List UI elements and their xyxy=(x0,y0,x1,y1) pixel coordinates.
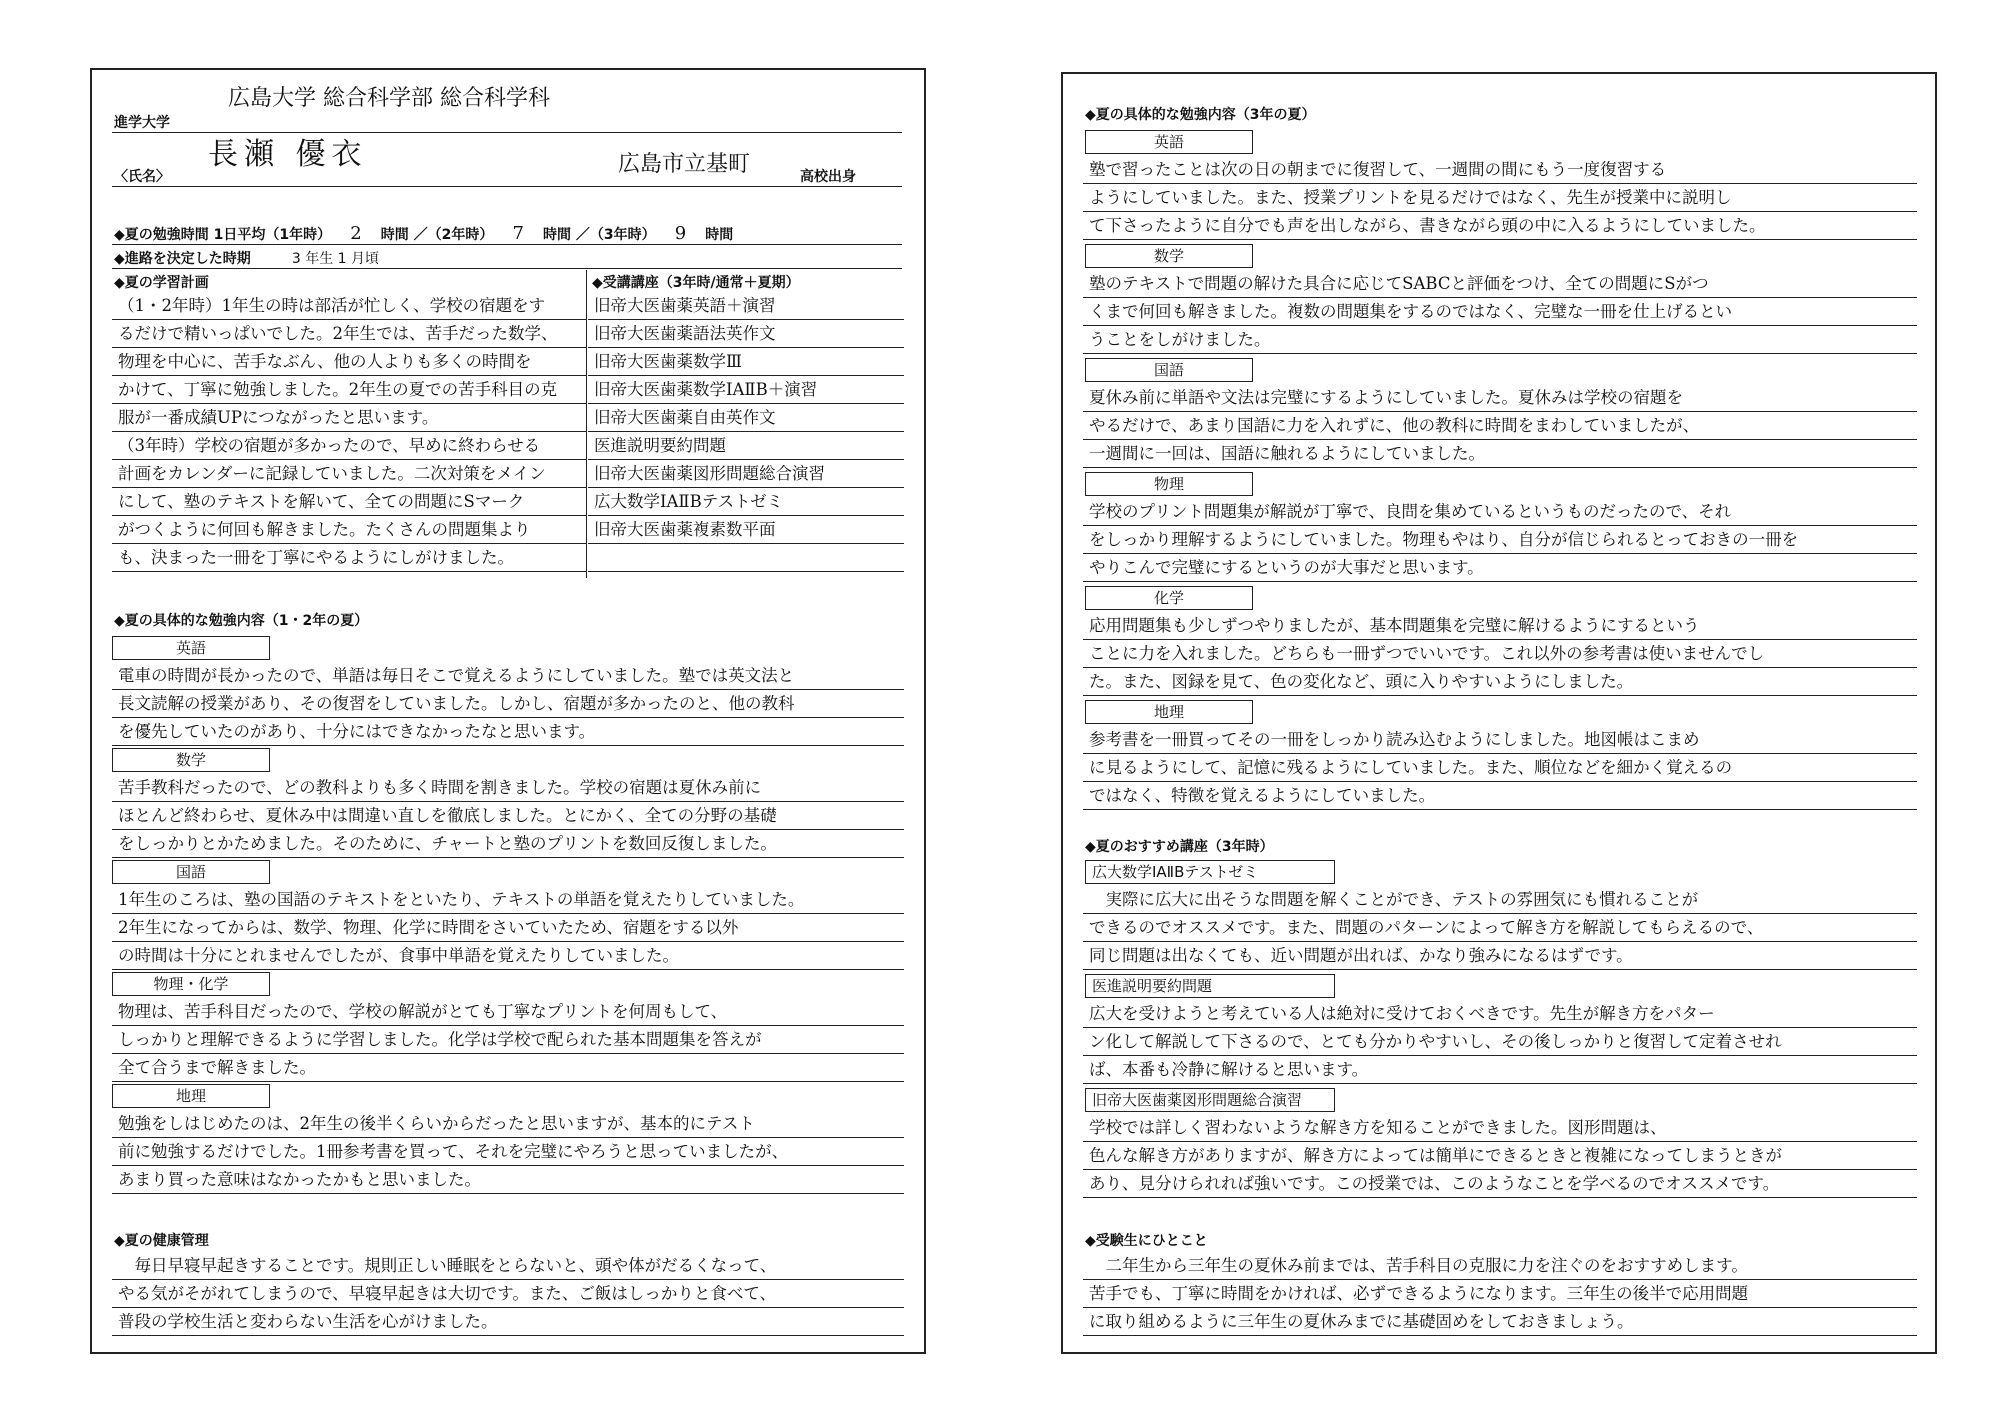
subject-block-math-3 xyxy=(1083,270,1917,354)
concrete-heading-12: ◆夏の具体的な勉強内容（1・2年の夏） xyxy=(114,613,369,629)
subject-line: 塾で習ったことは次の日の朝までに復習して、一週間の間にもう一度復習する xyxy=(1089,160,1667,179)
school-value: 広島市立基町 xyxy=(618,152,751,177)
recommend-line: ば、本番も冷静に解けると思います。 xyxy=(1089,1060,1369,1079)
subject-block-geography-3 xyxy=(1083,726,1917,810)
subject-label-math-3: 数学 xyxy=(1085,244,1253,268)
rule-name xyxy=(112,186,902,187)
subject-line: に見るようにして、記憶に残るようにしていました。また、順位などを細かく覚えるの xyxy=(1089,758,1733,777)
decide-row xyxy=(114,248,904,268)
school-suffix: 高校出身 xyxy=(800,169,856,185)
subject-line: の時間は十分にとれませんでしたが、食事中単語を覚えたりしていました。 xyxy=(118,946,679,965)
course-line: 旧帝大医歯薬自由英作文 xyxy=(594,408,776,427)
subject-line: しっかりと理解できるように学習しました。化学は学校で配られた基本問題集を答えが xyxy=(118,1030,762,1049)
subject-line: ほとんど終わらせ、夏休み中は間違い直しを徹底しました。とにかく、全ての分野の基礎 xyxy=(118,806,777,825)
subject-block-english-3 xyxy=(1083,156,1917,240)
advice-block xyxy=(1083,1252,1917,1336)
plan-line: にして、塾のテキストを解いて、全ての問題にSマーク xyxy=(118,492,525,511)
course-line: 旧帝大医歯薬数学Ⅲ xyxy=(594,352,742,371)
subject-block-japanese-3 xyxy=(1083,384,1917,468)
recommend-line: 同じ問題は出なくても、近い問題が出れば、かなり強みになるはずです。 xyxy=(1089,946,1633,965)
study-time-label: ◆夏の勉強時間 1日平均（1年時） xyxy=(114,227,332,243)
name-label: 〈氏名〉 xyxy=(114,169,170,185)
plan-line: （3年時）学校の宿題が多かったので、早めに終わらせる xyxy=(118,436,541,455)
study-y2: 7 xyxy=(512,223,524,244)
advice-line: 二年生から三年生の夏休み前までは、苦手科目の克服に力を注ぐのをおすすめします。 xyxy=(1089,1256,1748,1275)
rule-decide xyxy=(112,268,902,269)
course-line: 医進説明要約問題 xyxy=(594,436,726,455)
recommend-block xyxy=(1083,1000,1917,1084)
plan-line: がつくように何回も解きました。たくさんの問題集より xyxy=(118,520,531,539)
univ-name: 広島大学 総合科学部 総合科学科 xyxy=(228,86,550,111)
recommend-line: 実際に広大に出そうな問題を解くことができ、テストの雰囲気にも慣れることが xyxy=(1089,890,1699,909)
subject-line: 2年生になってからは、数学、物理、化学に時間をさいていたため、宿題をする以外 xyxy=(118,918,739,937)
course-line: 旧帝大医歯薬語法英作文 xyxy=(594,324,776,343)
advice-line: 苦手でも、丁寧に時間をかければ、必ずできるようになります。三年生の後半で応用問題 xyxy=(1089,1284,1749,1303)
decide-label: ◆進路を決定した時期 xyxy=(114,251,251,267)
subject-line: 参考書を一冊買ってその一冊をしっかり読み込むようにしました。地図帳はこまめ xyxy=(1089,730,1700,749)
subject-line: 前に勉強するだけでした。1冊参考書を買って、それを完璧にやろうと思っていましたが、 xyxy=(118,1142,789,1161)
name-value: 長瀬 優衣 xyxy=(208,137,368,172)
subject-line: た。また、図録を見て、色の変化など、頭に入りやすいようにしました。 xyxy=(1089,672,1634,691)
subject-line: やるだけで、あまり国語に力を入れずに、他の教科に時間をまわしていましたが、 xyxy=(1089,416,1700,435)
subject-line: を優先していたのがあり、十分にはできなかったなと思います。 xyxy=(118,722,596,741)
subject-line: 学校のプリント問題集が解説が丁寧で、良問を集めているというものだったので、それ xyxy=(1089,502,1732,521)
subject-label-english-3: 英語 xyxy=(1085,130,1253,154)
advice-line: に取り組めるように三年生の夏休みまでに基礎固めをしておきましょう。 xyxy=(1089,1312,1634,1331)
subject-line: 夏休み前に単語や文法は完璧にするようにしていました。夏休みは学校の宿題を xyxy=(1089,388,1683,407)
subject-line: て下さったように自分でも声を出しながら、書きながら頭の中に入るようにしていました。 xyxy=(1089,216,1766,235)
subject-label-geography: 地理 xyxy=(112,1084,270,1108)
subject-line: 応用問題集も少しずつやりましたが、基本問題集を完璧に解けるようにするという xyxy=(1089,616,1700,635)
course-line: 旧帝大医歯薬英語＋演習 xyxy=(594,296,776,315)
plan-divider xyxy=(586,270,587,578)
subject-label-japanese: 国語 xyxy=(112,860,270,884)
subject-line: くまで何回も解きました。複数の問題集をするのではなく、完璧な一冊を仕上げるとい xyxy=(1089,302,1733,321)
subject-block-japanese xyxy=(112,886,904,970)
health-block xyxy=(112,1252,904,1336)
subject-block-geography xyxy=(112,1110,904,1194)
plan-line: かけて、丁寧に勉強しました。2年生の夏での苦手科目の克 xyxy=(118,380,558,399)
subject-line: ではなく、特徴を覚えるようにしていました。 xyxy=(1089,786,1436,805)
recommend-line: ン化して解説して下さるので、とても分かりやすいし、その後しっかりと復習して定着させれ xyxy=(1089,1032,1782,1051)
plan-line: 計画をカレンダーに記録していました。二次対策をメイン xyxy=(118,464,546,483)
plan-block xyxy=(112,292,586,572)
advice-heading: ◆受験生にひとこと xyxy=(1085,1233,1208,1249)
health-line: 普段の学校生活と変わらない生活を心がけました。 xyxy=(118,1312,498,1331)
rule-study xyxy=(112,244,902,245)
left-sheet xyxy=(90,68,926,1354)
course-heading: ◆受講講座（3年時/通常＋夏期） xyxy=(592,275,800,291)
plan-line: るだけで精いっぱいでした。2年生では、苦手だった数学、 xyxy=(118,324,558,343)
study-sep2: 時間 ／（3年時） xyxy=(543,227,656,243)
course-line: 旧帝大医歯薬図形問題総合演習 xyxy=(594,464,825,483)
subject-label-japanese-3: 国語 xyxy=(1085,358,1253,382)
subject-line: 長文読解の授業があり、その復習をしていました。しかし、宿題が多かったのと、他の教科 xyxy=(118,694,795,713)
recommend-heading: ◆夏のおすすめ講座（3年時） xyxy=(1085,839,1274,855)
recommend-line: 広大を受けようと考えている人は絶対に受けておくべきです。先生が解き方をパター xyxy=(1089,1004,1715,1023)
subject-block-chemistry-3 xyxy=(1083,612,1917,696)
subject-line: 一週間に一回は、国語に触れるようにしていました。 xyxy=(1089,444,1485,463)
subject-block-english xyxy=(112,662,904,746)
univ-label: 進学大学 xyxy=(114,115,170,131)
subject-line: ことに力を入れました。どちらも一冊ずつでいいです。これ以外の参考書は使いませんでし xyxy=(1089,644,1765,663)
plan-line: 服が一番成績UPにつながったと思います。 xyxy=(118,408,439,427)
recommend-line: 色んな解き方がありますが、解き方によっては簡単にできるときと複雑になってしまうときが xyxy=(1089,1146,1782,1165)
course-block xyxy=(588,292,904,572)
plan-line: も、決まった一冊を丁寧にやるようにしがけました。 xyxy=(118,548,514,567)
plan-line: 物理を中心に、苦手なぶん、他の人よりも多くの時間を xyxy=(118,352,532,371)
subject-line: ようにしていました。また、授業プリントを見るだけではなく、先生が授業中に説明し xyxy=(1089,188,1732,207)
course-line: 旧帝大医歯薬数学ⅠAⅡB＋演習 xyxy=(594,380,818,399)
subject-line: うことをしがけました。 xyxy=(1089,330,1271,349)
subject-label-math: 数学 xyxy=(112,748,270,772)
health-line: 毎日早寝早起きすることです。規則正しい睡眠をとらないと、頭や体がだるくなって、 xyxy=(118,1256,777,1275)
rule-univ xyxy=(112,132,902,133)
subject-line: をしっかりとかためました。そのために、チャートと塾のプリントを数回反復しました。 xyxy=(118,834,777,853)
subject-line: 物理は、苦手科目だったので、学校の解説がとても丁寧なプリントを何周もして、 xyxy=(118,1002,728,1021)
subject-line: 塾のテキストで問題の解けた具合に応じてSABCと評価をつけ、全ての問題にSがつ xyxy=(1089,274,1709,293)
subject-line: 1年生のころは、塾の国語のテキストをといたり、テキストの単語を覚えたりしていました。 xyxy=(118,890,805,909)
subject-line: 電車の時間が長かったので、単語は毎日そこで覚えるようにしていました。塾では英文法と xyxy=(118,666,795,685)
subject-line: 苦手教科だったので、どの教科よりも多く時間を割きました。学校の宿題は夏休み前に xyxy=(118,778,762,797)
health-line: やる気がそがれてしまうので、早寝早起きは大切です。また、ご飯はしっかりと食べて、 xyxy=(118,1284,777,1303)
subject-label-english: 英語 xyxy=(112,636,270,660)
course-line xyxy=(588,544,904,572)
course-line: 旧帝大医歯薬複素数平面 xyxy=(594,520,776,539)
recommend-label: 広大数学ⅠAⅡBテストゼミ xyxy=(1085,860,1335,884)
plan-line: （1・2年時）1年生の時は部活が忙しく、学校の宿題をす xyxy=(118,296,546,315)
study-y1: 2 xyxy=(350,223,362,244)
subject-line: をしっかり理解するようにしていました。物理もやはり、自分が信じられるとっておきの一冊を xyxy=(1089,530,1799,549)
study-y3: 9 xyxy=(674,223,687,244)
subject-label-physics-3: 物理 xyxy=(1085,472,1253,496)
plan-heading: ◆夏の学習計画 xyxy=(114,275,209,291)
study-unit: 時間 xyxy=(705,227,734,243)
study-time-row xyxy=(114,220,904,246)
recommend-label: 旧帝大医歯薬図形問題総合演習 xyxy=(1085,1088,1335,1112)
subject-block-math xyxy=(112,774,904,858)
concrete-heading-3: ◆夏の具体的な勉強内容（3年の夏） xyxy=(1085,107,1316,123)
study-sep1: 時間 ／（2年時） xyxy=(380,227,494,243)
right-sheet xyxy=(1061,72,1937,1354)
subject-label-geography-3: 地理 xyxy=(1085,700,1253,724)
recommend-block xyxy=(1083,1114,1917,1198)
subject-label-chemistry-3: 化学 xyxy=(1085,586,1253,610)
recommend-line: 学校では詳しく習わないような解き方を知ることができました。図形問題は、 xyxy=(1089,1118,1667,1137)
subject-line: 勉強をしはじめたのは、2年生の後半くらいからだったと思いますが、基本的にテスト xyxy=(118,1114,755,1133)
health-heading: ◆夏の健康管理 xyxy=(114,1233,209,1249)
recommend-block xyxy=(1083,886,1917,970)
recommend-line: できるのでオススメです。また、問題のパターンによって解き方を解説してもらえるので、 xyxy=(1089,918,1764,937)
subject-line: あまり買った意味はなかったかもと思いました。 xyxy=(118,1170,481,1189)
subject-line: 全て合うまで解きました。 xyxy=(118,1058,316,1077)
subject-block-physics-chemistry xyxy=(112,998,904,1082)
recommend-label: 医進説明要約問題 xyxy=(1085,974,1335,998)
decide-value: 3 年生 1 月頃 xyxy=(291,251,380,267)
subject-block-physics-3 xyxy=(1083,498,1917,582)
recommend-line: あり、見分けられれば強いです。この授業では、このようなことを学べるのでオススメです。 xyxy=(1089,1174,1780,1193)
subject-label-physics-chemistry: 物理・化学 xyxy=(112,972,270,996)
subject-line: やりこんで完璧にするというのが大事だと思います。 xyxy=(1089,558,1484,577)
course-line: 広大数学ⅠAⅡBテストゼミ xyxy=(594,492,784,511)
